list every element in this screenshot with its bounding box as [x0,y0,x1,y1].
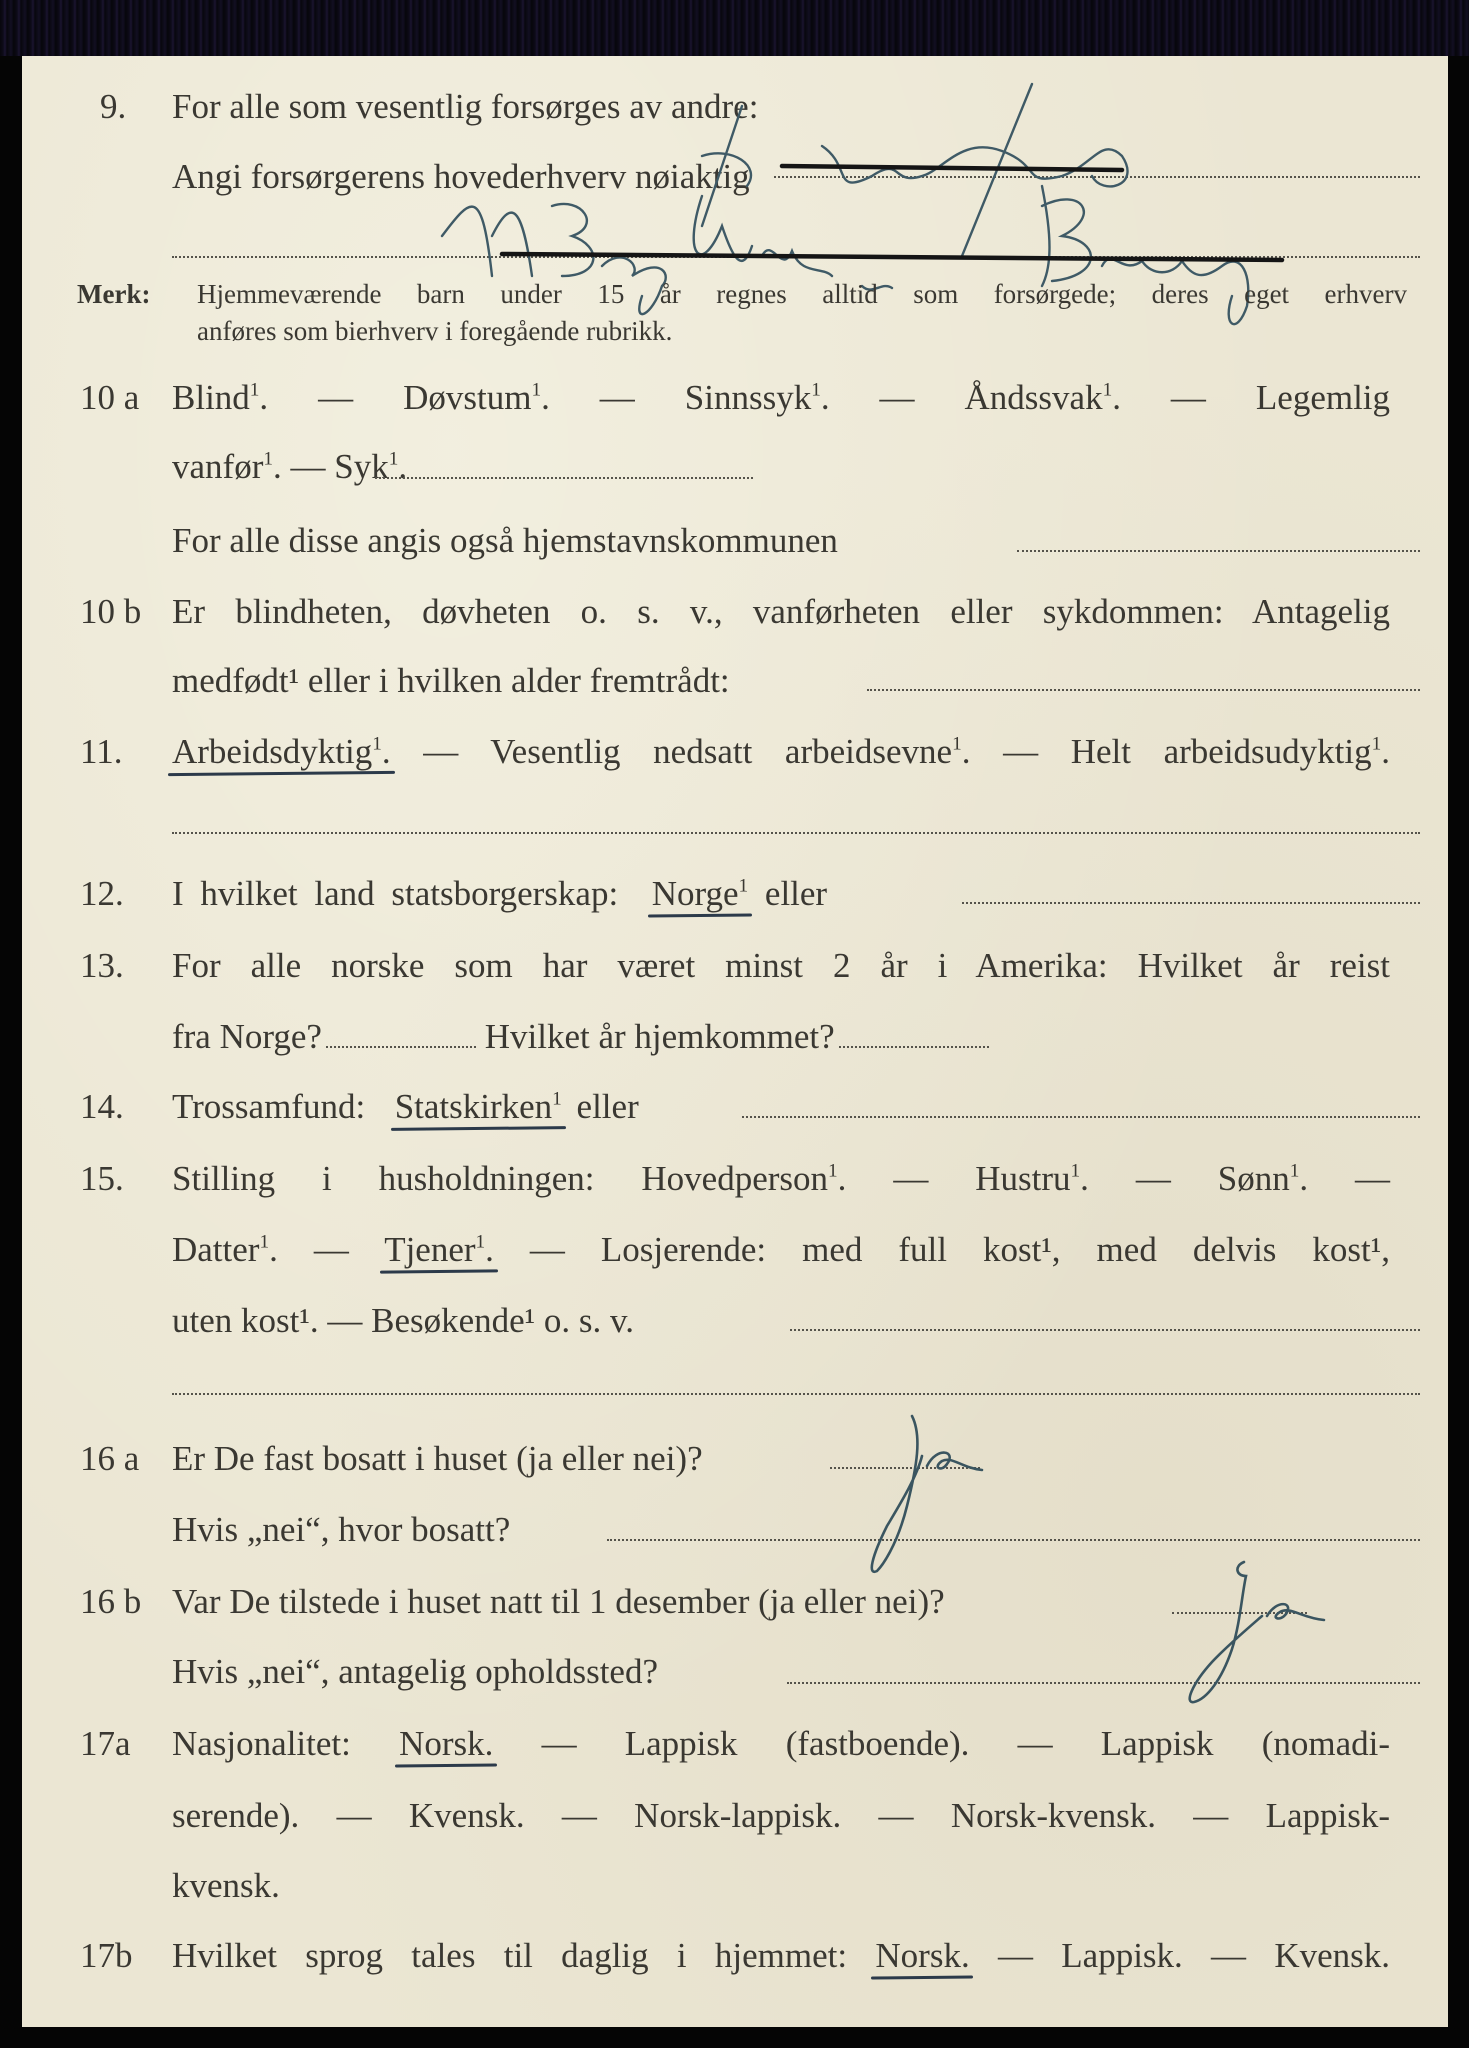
option-tjener-selected[interactable]: Tjener$^1$. [384,1230,494,1269]
q13-line1: For alle norske som har været minst 2 år i Amerika: Hvilket år reist [172,946,1390,985]
q13-line2: fra Norge? Hvilket år hjemkommet? [172,1015,989,1059]
q10a-line3: For alle disse angis også hjemstavnskommunen [172,521,838,560]
option-datter[interactable]: Datter$^1$. [172,1230,278,1269]
option-nedsatt[interactable]: Vesentlig nedsatt arbeidsevne$^1$. [490,732,971,771]
q16a-line2: Hvis „nei“, hvor bosatt? [172,1510,511,1549]
merk-line1: Hjemmeværende barn under 15 år regnes alltid som forsørgede; deres eget erhverv [197,279,1407,309]
q10a-fill-rule[interactable] [375,477,753,479]
q12-other-country-field[interactable] [962,902,1420,904]
option-sinnssyk[interactable]: Sinnssyk$^1$. [684,378,830,417]
q10b-line1: Er blindheten, døvheten o. s. v., vanførheten eller sykdommen: Antagelig [172,592,1390,631]
option-norsk-selected[interactable]: Norsk. [399,1724,494,1763]
option-syk[interactable]: Syk$^1$. [334,447,408,486]
merk-line2: anføres som bierhverv i foregående rubrikk. [197,316,673,346]
year-returned-field[interactable] [839,1044,989,1048]
q12-line: I hvilket land statsborgerskap: Norge$^1$ eller [172,874,828,913]
item-number-14: 14. [80,1087,124,1126]
q9-line2-label: Angi forsørgerens hovederhverv nøiaktig [172,157,750,196]
q10a-line1: Blind$^1$. — Døvstum$^1$. — Sinnssyk$^1$. — Åndssvak$^1$. — Legemlig [172,378,1391,417]
q16b-line1: Var De tilstede i huset natt til 1 desember (ja eller nei)? [172,1582,945,1621]
option-vanfor[interactable]: vanfør$^1$. [172,447,282,486]
q15-other-field[interactable] [790,1329,1420,1331]
option-norge-selected[interactable]: Norge$^1$ [651,874,749,913]
q17a-line3: kvensk. [172,1866,280,1905]
year-left-field[interactable] [326,1044,476,1048]
item-number-12: 12. [80,874,124,913]
option-sonn[interactable]: Sønn$^1$. [1217,1159,1309,1198]
q11-line: Arbeidsdyktig$^1$. — Vesentlig nedsatt arbeidsevne$^1$. — Helt arbeidsudyktig$^1$. [172,732,1390,771]
q15-line1: Stilling i husholdningen: Hovedperson$^1$. — Hustru$^1$. — Sønn$^1$. — [172,1159,1391,1198]
q16b-handwritten-ja [1172,1554,1352,1724]
q17a-line1: Nasjonalitet: Norsk. — Lappisk (fastboende). — Lappisk (nomadi- [172,1724,1391,1763]
q10b-line2: medfødt¹ eller i hvilken alder fremtrådt: [172,661,730,700]
option-dovstum[interactable]: Døvstum$^1$. [403,378,550,417]
option-hustru[interactable]: Hustru$^1$. [975,1159,1089,1198]
q10b-field[interactable] [867,689,1420,691]
item-number-9: 9. [100,87,127,126]
census-form-page [22,56,1448,2027]
q16b-line2: Hvis „nei“, antagelig opholdssted? [172,1652,658,1691]
q17b-line: Hvilket sprog tales til daglig i hjemmet: Norsk. — Lappisk. — Kvensk. [172,1936,1391,1975]
scanner-edge [0,0,1469,56]
q16a-line1: Er De fast bosatt i huset (ja eller nei)? [172,1439,703,1478]
item-number-11: 11. [80,732,123,771]
item-number-13: 13. [80,946,124,985]
q11-extra-rule[interactable] [172,832,1420,834]
item-number-17b: 17b [80,1936,133,1975]
q15-extra-rule[interactable] [172,1393,1420,1395]
q15-line2: Datter$^1$. — Tjener$^1$. — Losjerende: med full kost¹, med delvis kost¹, [172,1230,1391,1269]
q17a-line2: serende). — Kvensk. — Norsk-lappisk. — Norsk-kvensk. — Lappisk- [172,1796,1390,1835]
q14-line: Trossamfund: Statskirken$^1$ eller [172,1087,639,1126]
merk-label: Merk: [77,279,151,309]
option-andssvak[interactable]: Åndssvak$^1$. [964,378,1121,417]
option-arbeidsdyktig-selected[interactable]: Arbeidsdyktig$^1$. [172,732,391,771]
item-number-10b: 10 b [80,592,142,631]
q14-other-field[interactable] [742,1116,1420,1118]
hjemstavnskommune-field[interactable] [1017,550,1420,552]
q15-line3: uten kost¹. — Besøkende¹ o. s. v. [172,1301,635,1340]
item-number-10a: 10 a [80,378,140,417]
item-number-16b: 16 b [80,1582,142,1621]
item-number-17a: 17a [80,1724,131,1763]
q10a-line2: vanfør$^1$. — Syk$^1$. [172,447,408,486]
item-number-16a: 16 a [80,1439,140,1478]
item-number-15: 15. [80,1159,124,1198]
option-sprog-norsk-selected[interactable]: Norsk. [875,1936,970,1975]
q9-line1: For alle som vesentlig forsørges av andre: [172,87,759,126]
option-udyktig[interactable]: Helt arbeidsudyktig$^1$. [1070,732,1390,771]
option-legemlig[interactable]: Legemlig [1255,378,1391,417]
option-blind[interactable]: Blind$^1$. [172,378,269,417]
option-hovedperson[interactable]: Hovedperson$^1$. [641,1159,847,1198]
option-statskirken-selected[interactable]: Statskirken$^1$ [394,1087,562,1126]
q16a-handwritten-ja [842,1406,1022,1586]
